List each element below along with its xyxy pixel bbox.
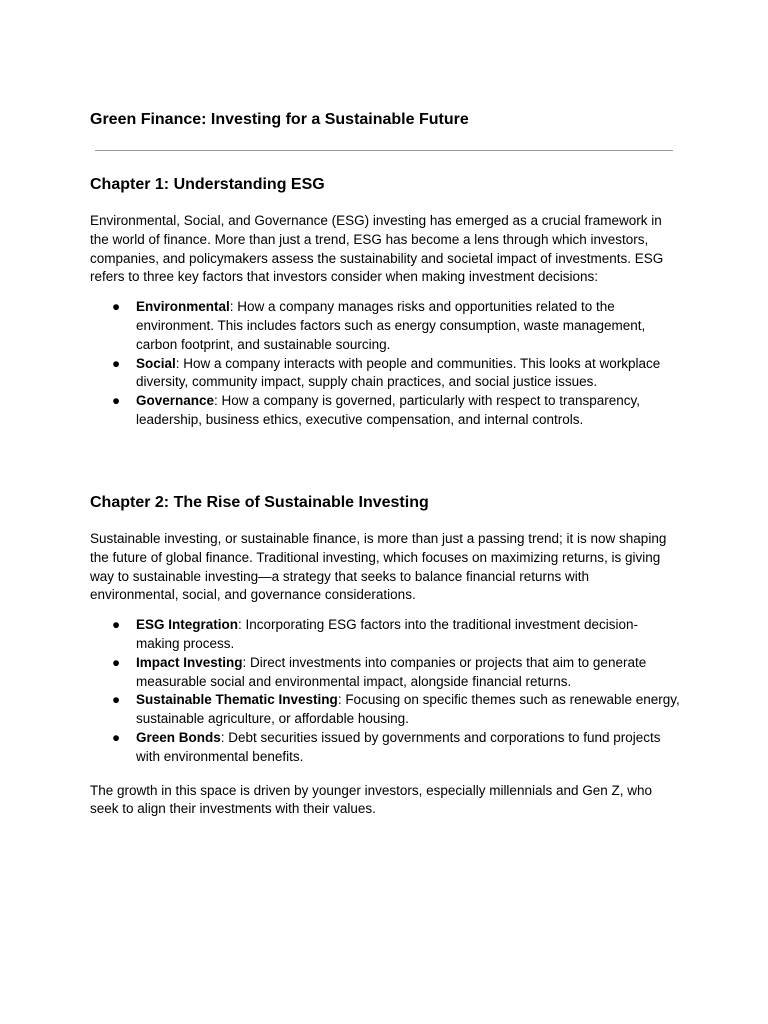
chapter-1-bullet-list (90, 298, 680, 430)
bullet-environmental (90, 298, 680, 354)
bullet-term: Social (136, 355, 176, 371)
bullet-text: : Incorporating ESG factors into the traditional investment decision-making process. (136, 617, 638, 651)
chapter-2-bullet-list (90, 616, 680, 766)
bullet-dot-icon: ● (112, 654, 121, 670)
bullet-term: Environmental (136, 299, 230, 315)
bullet-impact-investing (90, 654, 680, 692)
bullet-text: : Focusing on specific themes such as renewable energy, sustainable agriculture, or affordable housing. (136, 692, 680, 727)
bullet-dot-icon: ● (112, 299, 121, 315)
bullet-dot-icon: ● (112, 692, 121, 708)
bullet-dot-icon: ● (112, 617, 121, 633)
chapter-1-section (90, 175, 680, 430)
bullet-text: : How a company interacts with people and communities. This looks at workplace diversity, community impact, supply chain practices, and social justice issues. (136, 355, 661, 390)
bullet-sustainable-thematic-investing (90, 691, 680, 729)
bullet-text: : Debt securities issued by governments and corporations to fund projects with environmental benefits. (136, 729, 661, 764)
bullet-dot-icon: ● (112, 729, 121, 745)
bullet-term: ESG Integration (136, 617, 239, 633)
chapter-2-section (90, 493, 680, 819)
horizontal-divider (95, 150, 673, 151)
bullet-text: : How a company is governed, particularly with respect to transparency, leadership, business ethics, executive compensation, and internal controls. (136, 393, 640, 427)
bullet-term: Impact Investing (136, 654, 243, 670)
document-title: Green Finance: Investing for a Sustainable Future (90, 111, 469, 128)
bullet-text: : Direct investments into companies or projects that aim to generate measurable social and environmental impact, alongside financial returns. (136, 654, 647, 689)
chapter-1-intro: Environmental, Social, and Governance (ESG) investing has emerged as a crucial framework in the world of finance. More than just a trend, ESG has become a lens through which investors, companies, and policymakers assess the sustainability and societal impact of investments. ESG refers to three key factors that investors consider when making investment decisions: (90, 213, 664, 285)
chapter-2-title: Chapter 2: The Rise of Sustainable Investing (90, 494, 429, 511)
bullet-esg-integration (90, 616, 680, 654)
bullet-term: Sustainable Thematic Investing (136, 692, 338, 708)
chapter-1-title: Chapter 1: Understanding ESG (90, 176, 325, 193)
bullet-governance (90, 392, 680, 430)
bullet-dot-icon: ● (112, 355, 121, 371)
chapter-2-closing: The growth in this space is driven by younger investors, especially millennials and Gen Z, who seek to align their investments with their values. (90, 782, 653, 817)
bullet-green-bonds (90, 729, 680, 767)
bullet-social (90, 355, 680, 393)
bullet-dot-icon: ● (112, 393, 121, 409)
bullet-term: Governance (136, 393, 215, 409)
bullet-term: Green Bonds (136, 729, 221, 745)
chapter-2-intro: Sustainable investing, or sustainable finance, is more than just a passing trend; it is now shaping the future of global finance. Traditional investing, which focuses on maximizing returns, is giving way to sustainable investing—a strategy that seeks to balance financial returns with environmental, social, and governance considerations. (90, 531, 667, 603)
bullet-text: : How a company manages risks and opportunities related to the environment. This includes factors such as energy consumption, waste management, carbon footprint, and sustainable sourcing. (136, 299, 646, 352)
